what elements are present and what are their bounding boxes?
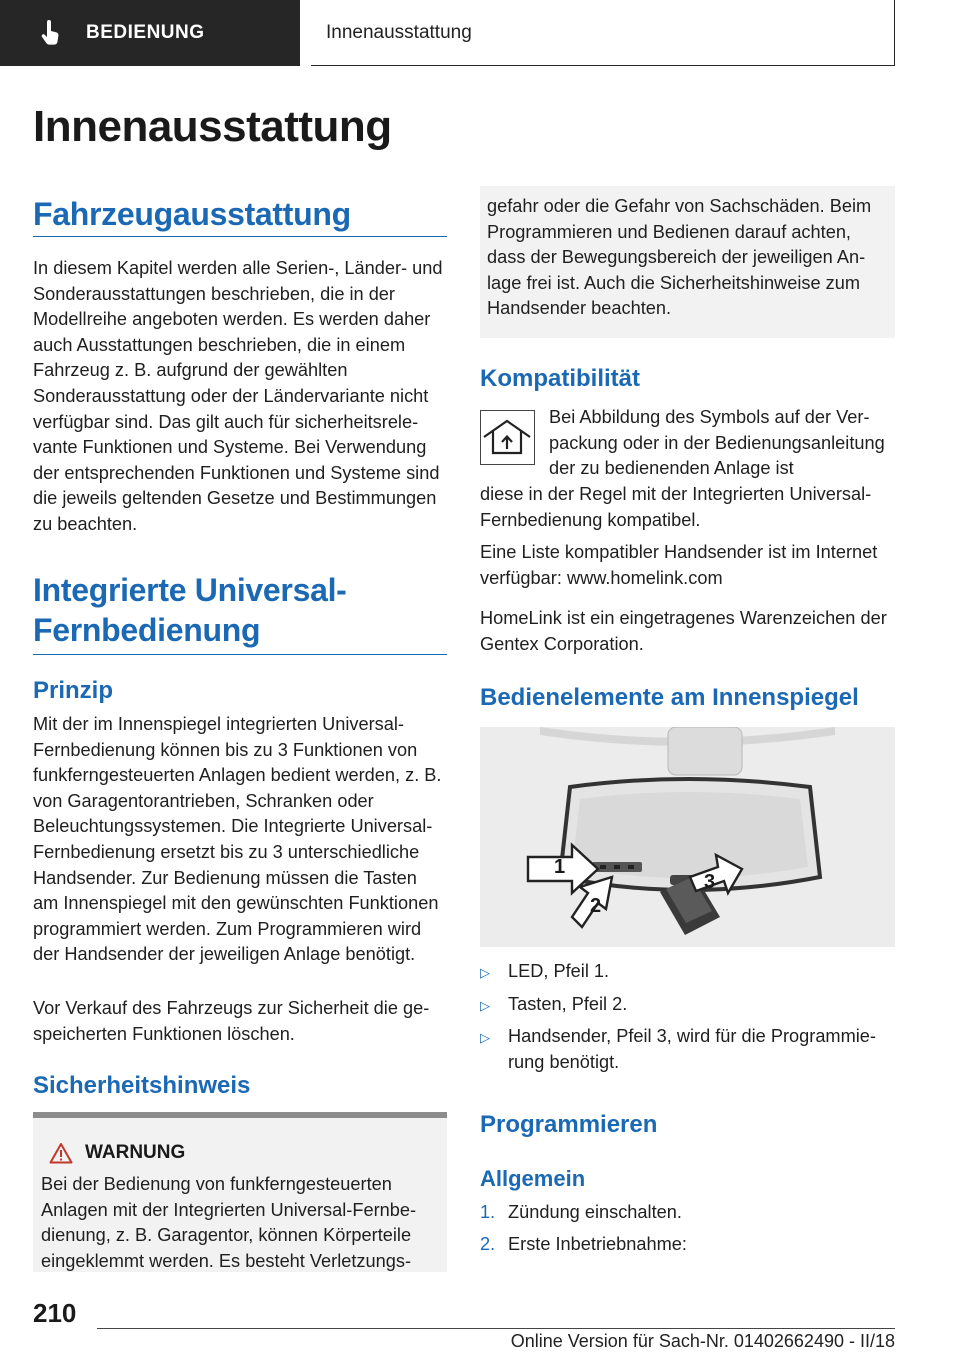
step-number: 1. [480, 1202, 496, 1222]
figure-label-2: 2 [590, 895, 602, 917]
heading-sicherheitshinweis: Sicherheitshinweis [33, 1072, 251, 1099]
figure-label-1: 1 [554, 856, 566, 878]
heading-programmieren: Programmieren [480, 1111, 658, 1138]
step-text: Erste Inbetriebnahme: [508, 1233, 687, 1254]
heading-integrierte-fernbedienung [33, 570, 447, 655]
triangle-bullet-icon: ▷ [480, 965, 490, 980]
heading-prinzip: Prinzip [33, 677, 114, 704]
paragraph-prinzip: Mit der im Innenspiegel integrierten Universal-Fernbedienung können bis zu 3 Funktionen von funkferngesteuerten Anlagen bedient werden, z. B. von Garagentorantrieben, Schranken oder Beleuchtungssystemen. Die Integrierte Universal-Fernbedienung ersetzt bis zu 3 unterschiedliche Handsender. Zur Bedienung müssen die Tasten am Innenspiegel mit den gewünschten Funktionen programmiert werden. Zum Programmieren wird der Handsender der jeweiligen Anlage benötigt. [33, 714, 442, 965]
paragraph-fahrzeugausstattung: In diesem Kapitel werden alle Serien-, Länder- und Sonderausstattungen beschrieben, die in der Modellreihe angeboten werden. Es werden daher auch Ausstattungen beschrieben, die in einem Fahrzeug z. B. aufgrund der gewählten Sonderausstattung oder der Ländervariante nicht verfügbar sind. Das gilt auch für sicherheitsrelevante Funktionen und Systeme. Bei Verwendung der entsprechenden Funktionen und Systeme sind die jeweils geltenden Gesetze und Bestimmungen zu beachten. [33, 258, 443, 534]
footer-online-version: Online Version für Sach-Nr. 01402662490 - II/18 [510, 1331, 895, 1351]
heading-fahrzeugausstattung: Fahrzeugausstattung [33, 194, 447, 237]
step-text: Zündung einschalten. [508, 1202, 682, 1222]
heading-bedienelemente: Bedienelemente am Innenspiegel [480, 684, 859, 711]
list-item: ▷ Tasten, Pfeil 2. [480, 992, 895, 1019]
paragraph-kompatibilitaet-indent [549, 405, 895, 482]
section-header [311, 0, 895, 66]
warning-text: Bei der Bedienung von funkferngesteuerten Anlagen mit der Integrierten Universal-Fernbedienung, z. B. Garagentor, können Körperteile eingeklemmt werden. Es besteht Verletzungs- [41, 1174, 417, 1271]
chapter-label: BEDIENUNG [86, 22, 205, 43]
paragraph-kompatibilitaet-rest: diese in der Regel mit der Integrierten Universal-Fernbedienung kompatibel. [480, 484, 872, 530]
warning-text-continued: gefahr oder die Gefahr von Sachschäden. Beim Programmieren und Bedienen darauf achten, dass der Bewegungsbereich der jeweiligen Anlage frei ist. Auch die Sicherheitshinweise zum Handsender beachten. [487, 196, 872, 319]
numbered-steps [480, 1200, 895, 1257]
warning-box-continued [480, 186, 895, 338]
step-item [480, 1200, 895, 1226]
heading-line-2: Fernbedienung [33, 612, 261, 648]
homelink-symbol [480, 410, 535, 465]
warning-box [33, 1112, 447, 1272]
heading-allgemein: Allgemein [480, 1166, 586, 1191]
warning-title [41, 1142, 437, 1164]
page-title: Innenausstattung [33, 102, 392, 151]
warning-triangle-icon [49, 1142, 73, 1164]
paragraph-homelink: HomeLink ist ein eingetragenes Warenzeichen der Gentex Corporation. [480, 608, 887, 654]
footer-divider [97, 1328, 895, 1329]
homelink-house-icon [481, 411, 533, 463]
step-item [480, 1232, 895, 1258]
triangle-bullet-icon: ▷ [480, 997, 490, 1013]
triangle-bullet-icon: ▷ [480, 1030, 490, 1046]
heading-kompatibilitaet: Kompatibilität [480, 365, 640, 392]
chapter-tab [0, 0, 300, 66]
paragraph-liste: Eine Liste kompatibler Handsender ist im Internet verfügbar: www.homelink.com [480, 542, 878, 588]
section-name: Innenausstattung [326, 21, 472, 43]
kompat-line-1: Bei Abbildung des Symbols auf der Verpackung oder in der Bedienungsanleitung der zu bedienenden Anlage ist [549, 407, 885, 479]
hand-pointer-icon [38, 20, 64, 46]
step-number: 2. [480, 1233, 496, 1254]
heading-line-1: Integrierte Universal- [33, 572, 347, 608]
paragraph-verkauf: Vor Verkauf des Fahrzeugs zur Sicherheit die gespeicherten Funktionen löschen. [33, 998, 430, 1044]
warning-label: WARNUNG [85, 1142, 186, 1163]
bullet-list [480, 959, 895, 1075]
figure-label-3: 3 [704, 871, 716, 893]
mirror-figure [480, 727, 895, 947]
list-item: ▷ LED, Pfeil 1. [480, 959, 895, 986]
page-number: 210 [33, 1298, 77, 1328]
list-item: ▷ Handsender, Pfeil 3, wird für die Programmierung benötigt. [480, 1024, 895, 1075]
